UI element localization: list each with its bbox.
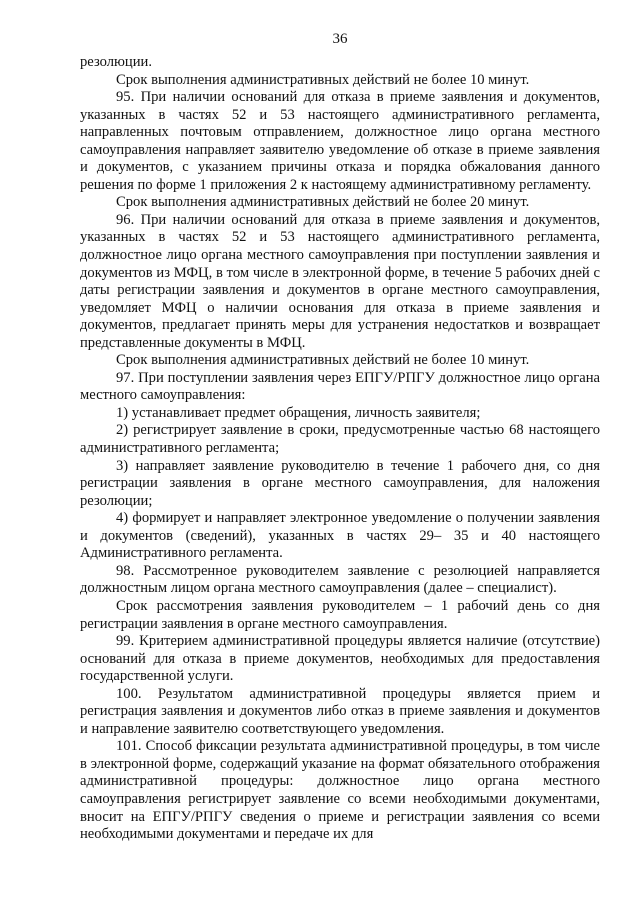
- paragraph-time-limit-1: Срок выполнения административных действий не более 10 минут.: [116, 71, 530, 88]
- paragraph-97-item-4: 4) формирует и направляет электронное уведомление о получении заявления и документов (сведений), указанных в частях 29– 35 и 40 настоящего Административного регламента.: [80, 510, 600, 562]
- paragraph-resolution-end: резолюции.: [80, 54, 152, 70]
- paragraph-100: 100. Результатом административной процедуры является прием и регистрация заявления и документов либо отказ в приеме заявления и документов и направление заявителю соответствующего уведомления.: [80, 685, 600, 737]
- paragraph-97-item-2: 2) регистрирует заявление в сроки, предусмотренные частью 68 настоящего административного регламента;: [80, 422, 600, 457]
- paragraph-time-limit-3: Срок выполнения административных действий не более 10 минут.: [116, 352, 530, 369]
- paragraph-97: 97. При поступлении заявления через ЕПГУ/РПГУ должностное лицо органа местного самоуправления:: [80, 369, 600, 404]
- paragraph-review-time: Срок рассмотрения заявления руководителем – 1 рабочий день со дня регистрации заявления в органе местного самоуправления.: [80, 597, 600, 632]
- paragraph-97-item-1: 1) устанавливает предмет обращения, личность заявителя;: [116, 404, 481, 421]
- document-body: [80, 54, 600, 844]
- paragraph-time-limit-2: Срок выполнения административных действий не более 20 минут.: [116, 194, 530, 211]
- paragraph-99: 99. Критерием административной процедуры является наличие (отсутствие) оснований для отказа в приеме документов, необходимых для предоставления государственной услуги.: [80, 633, 600, 685]
- paragraph-97-item-3: 3) направляет заявление руководителю в течение 1 рабочего дня, со дня регистрации заявления в органе местного самоуправления, для наложения резолюции;: [80, 457, 600, 509]
- page-number: 36: [332, 31, 348, 47]
- paragraph-96: 96. При наличии оснований для отказа в приеме заявления и документов, указанных в частях 52 и 53 настоящего административного регламента, должностное лицо органа местного самоуправления при поступлении заявления и документов из МФЦ, в том числе в электронной форме, в течение 5 рабочих дней с даты регистрации заявления и документов в органе местного самоуправления, уведомляет МФЦ о наличии основания для отказа в приеме заявления и документов, предлагает принять меры для устранения недостатков и возвращает представленные документы в МФЦ.: [80, 211, 600, 351]
- paragraph-95: 95. При наличии оснований для отказа в приеме заявления и документов, указанных в частях 52 и 53 настоящего административного регламента, направленных почтовым отправлением, должностное лицо органа местного самоуправления направляет заявителю уведомление об отказе в приеме заявления и документов, с указанием причины отказа и порядка обжалования данного решения по форме 1 приложения 2 к настоящему административному регламенту.: [80, 89, 600, 193]
- paragraph-98: 98. Рассмотренное руководителем заявление с резолюцией направляется должностным лицом органа местного самоуправления (далее – специалист).: [80, 562, 600, 597]
- paragraph-101: 101. Способ фиксации результата административной процедуры, в том числе в электронной форме, содержащий указание на формат обязательного отображения административной процедуры: должностное лицо органа местного самоуправления регистрирует заявление со всеми необходимыми документами, вносит на ЕПГУ/РПГУ сведения о приеме и регистрации заявления со всеми необходимыми документами и передаче их для: [80, 738, 600, 843]
